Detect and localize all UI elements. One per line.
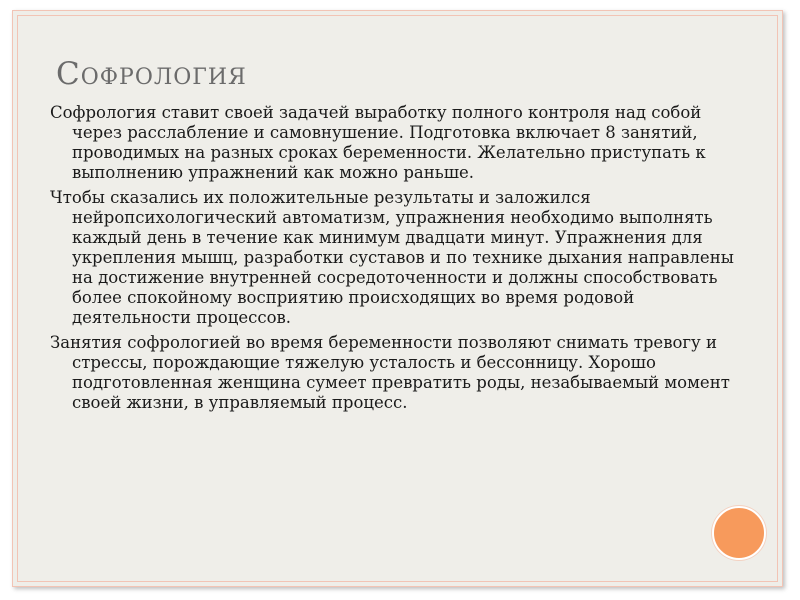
paragraph-1: Софрология ставит своей задачей выработку полного контроля над собой через расслабление и самовнушение. Подготовка включает 8 занятий, проводимых на разных сроках беременности. Желательно приступать к выполнению упражнений как можно раньше. [50,103,706,182]
slide-title: Софрология [56,56,247,92]
paragraph-3: Занятия софрологией во время беременности позволяют снимать тревогу и стрессы, порождающие тяжелую усталость и бессонницу. Хорошо подготовленная женщина сумеет превратить роды, незабываемый момент своей жизни, в управляемый процесс. [50,333,730,412]
slide-panel [12,10,783,587]
accent-circle-decoration [712,506,766,560]
paragraph-2: Чтобы сказались их положительные результаты и заложился нейропсихологический автоматизм, упражнения необходимо выполнять каждый день в течение как минимум двадцати минут. Упражнения для укрепления мышц, разработки суставов и по технике дыхания направлены на достижение внутренней сосредоточенности и должны способствовать более спокойному восприятию происходящих во время родовой деятельности процессов. [50,188,734,327]
slide-body [50,103,755,418]
